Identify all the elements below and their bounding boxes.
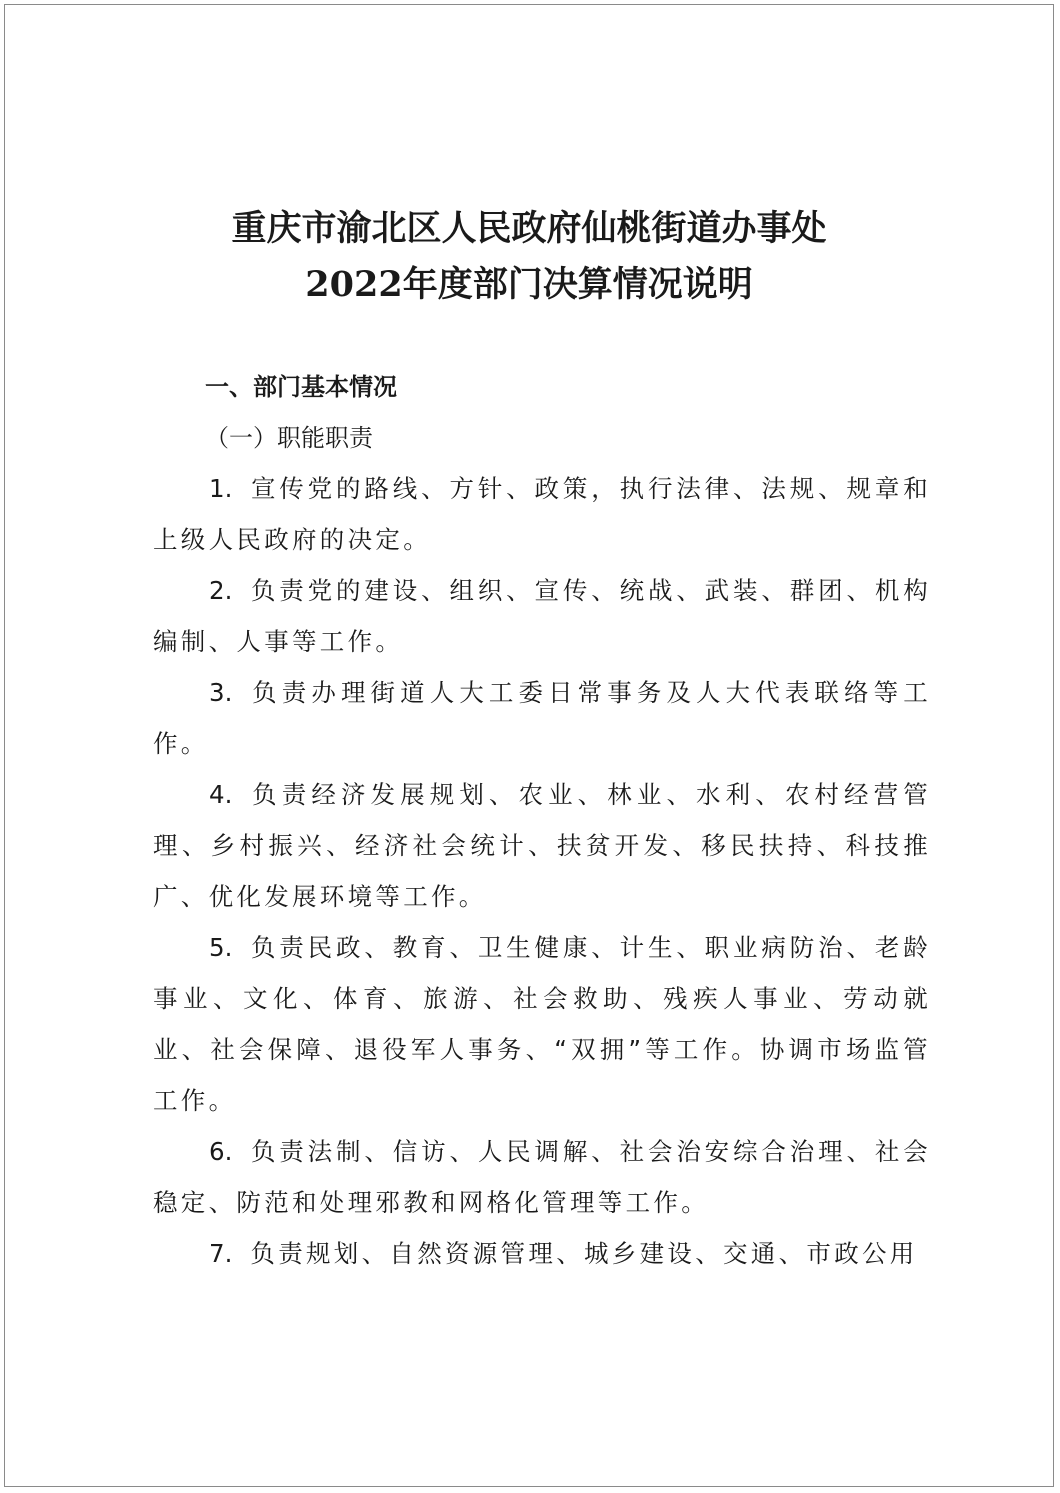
subsection-heading: （一）职能职责 [205,424,373,452]
duty-item-number: 6. [209,1137,233,1166]
duty-item-text: 负责党的建设、组织、宣传、统战、武装、群团、机构编制、人事等工作。 [153,576,931,656]
duty-item-text: 宣传党的路线、方针、政策，执行法律、法规、规章和上级人民政府的决定。 [153,474,931,554]
duty-item-number: 3. [209,678,233,707]
duty-item-6 [153,1126,931,1228]
duty-list [153,463,931,1279]
duty-item-3 [153,667,931,769]
document-title-line2: 2022年度部门决算情况说明 [305,264,753,305]
duty-item-7 [153,1228,931,1279]
duty-item-text: 负责民政、教育、卫生健康、计生、职业病防治、老龄事业、文化、体育、旅游、社会救助、残疾人事业、劳动就业、社会保障、退役军人事务、“双拥”等工作。协调市场监管工作。 [153,933,931,1115]
duty-item-2 [153,565,931,667]
duty-item-number: 2. [209,576,233,605]
duty-item-number: 4. [209,780,233,809]
duty-item-number: 1. [209,474,233,503]
document-title-line1: 重庆市渝北区人民政府仙桃街道办事处 [231,208,827,249]
document-page [4,4,1054,1487]
duty-item-1 [153,463,931,565]
duty-item-number: 7. [209,1239,233,1268]
duty-item-text: 负责办理街道人大工委日常事务及人大代表联络等工作。 [153,678,931,758]
duty-item-number: 5. [209,933,233,962]
section-heading: 一、部门基本情况 [205,373,397,401]
duty-item-5 [153,922,931,1126]
duty-item-text: 负责法制、信访、人民调解、社会治安综合治理、社会稳定、防范和处理邪教和网格化管理等工作。 [153,1137,931,1217]
duty-item-text: 负责规划、自然资源管理、城乡建设、交通、市政公用 [250,1239,918,1268]
duty-item-text: 负责经济发展规划、农业、林业、水利、农村经营管理、乡村振兴、经济社会统计、扶贫开发、移民扶持、科技推广、优化发展环境等工作。 [153,780,931,911]
duty-item-4 [153,769,931,922]
